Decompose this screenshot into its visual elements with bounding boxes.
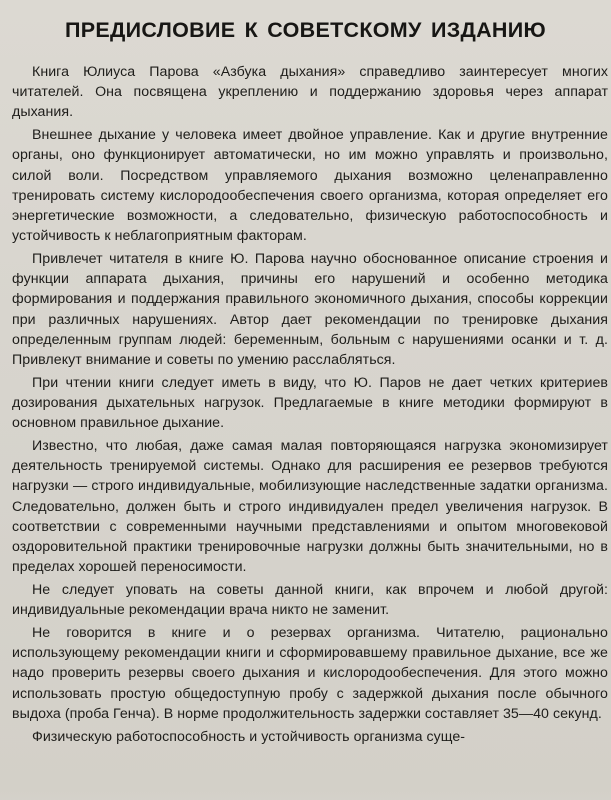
paragraph-1: Книга Юлиуса Парова «Азбука дыхания» справедливо заинтересует многих читателей. Она посвящена укреплению и поддержанию здоровья через аппарат дыхания. [12,64,608,121]
page-edge-shadow [0,790,611,800]
paragraph-7: Не говорится в книге и о резервах организма. Читателю, рационально использующему рекомендации книги и сформировавшему правильное дыхание, все же надо проверить резервы своего дыхания и кислородообеспечения. Для этого можно использовать простую общедоступную пробу с задержкой дыхания после обычного выдоха (проба Генча). В норме продолжительность задержки составляет 35—40 секунд. [12,625,608,722]
page-title: ПРЕДИСЛОВИЕ К СОВЕТСКОМУ ИЗДАНИЮ [65,18,546,42]
paragraph-6: Не следует уповать на советы данной книги, как впрочем и любой другой: индивидуальные рекомендации врача никто не заменит. [12,582,608,619]
text-body [12,62,608,749]
paragraph-2: Внешнее дыхание у человека имеет двойное управление. Как и другие внутренние органы, оно функционирует автоматически, но им можно управлять и произвольно, силой воли. Посредством управляемого дыхания возможно целенаправленно тренировать систему кислородообеспечения своего организма, которая определяет его энергетические возможности, а следовательно, физическую работоспособность и устойчивость к неблагоприятным факторам. [12,127,608,245]
paragraph-8: Физическую работоспособность и устойчивость организма суще- [32,728,466,745]
paragraph-5: Известно, что любая, даже самая малая повторяющаяся нагрузка экономизирует деятельность тренируемой системы. Однако для расширения ее резервов требуются нагрузки — строго индивидуальные, мобилизующие наследственные задатки организма. Следовательно, должен быть и строго индивидуален предел увеличения нагрузок. В соответствии с современными научными представлениями и опытом многовековой оздоровительной практики тренировочные нагрузки должны быть значительными, но в пределах хорошей переносимости. [12,438,608,576]
paragraph-4: При чтении книги следует иметь в виду, что Ю. Паров не дает четких критериев дозирования дыхательных нагрузок. Предлагаемые в книге методики формируют в основном правильное дыхание. [12,374,608,432]
paragraph-3: Привлечет читателя в книге Ю. Парова научно обоснованное описание строения и функции аппарата дыхания, причины его нарушений и особенно методика формирования и поддержания правильного экономичного дыхания, способы коррекции при различных нарушениях. Автор дает рекомендации по тренировке дыхания определенным группам людей: беременным, больным с нарушениями осанки и т. д. Привлекут внимание и советы по умению расслабляться. [12,251,608,369]
